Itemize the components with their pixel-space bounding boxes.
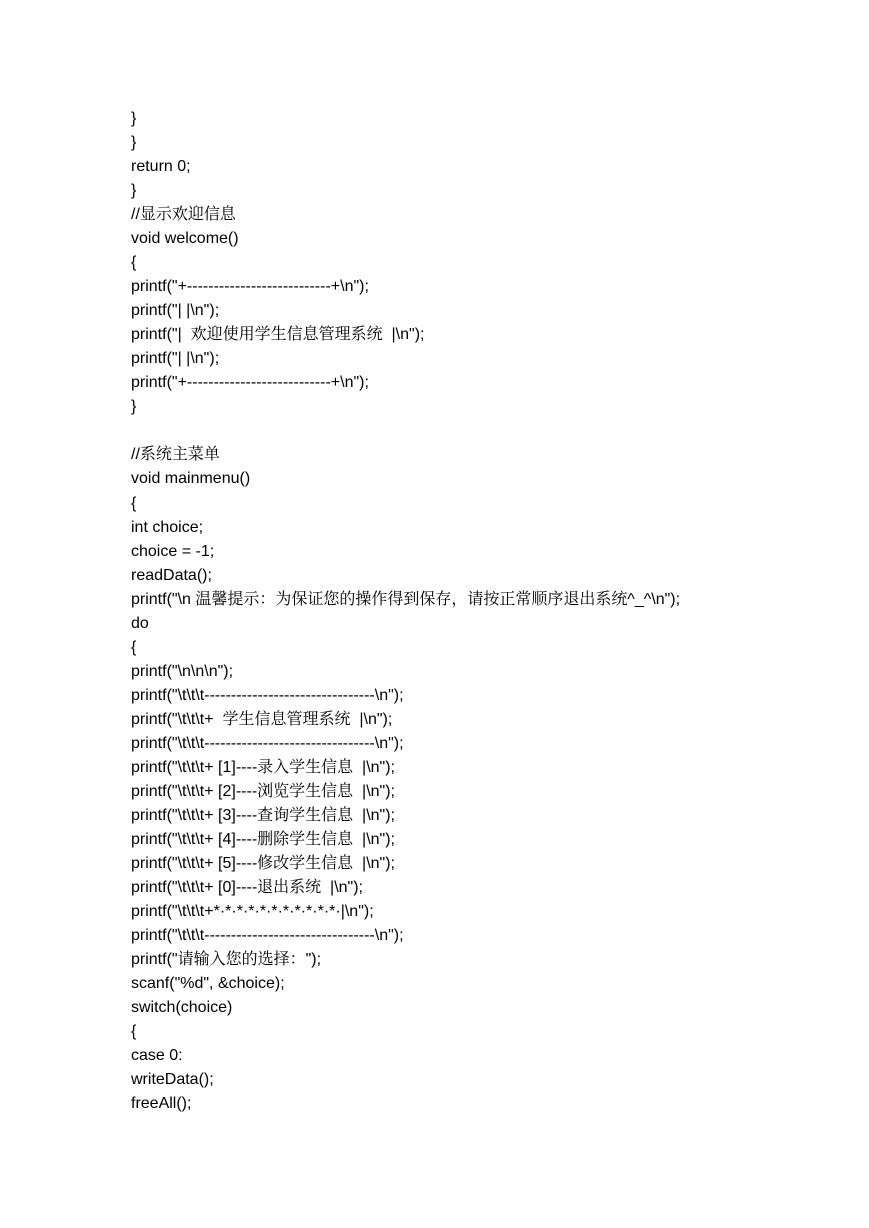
- code-line: }: [131, 110, 137, 127]
- code-line: printf("\t\t\t+ [0]----退出系统 |\n");: [131, 879, 363, 896]
- code-line: void mainmenu(): [131, 470, 251, 488]
- code-line: //显示欢迎信息: [131, 206, 236, 224]
- code-line: {: [131, 638, 137, 656]
- code-line: do: [131, 614, 149, 632]
- code-line: printf("+---------------------------+\n");: [131, 374, 369, 392]
- code-line: scanf("%d", &choice);: [131, 975, 285, 993]
- code-line: {: [131, 254, 137, 272]
- code-listing: [131, 107, 680, 1116]
- code-line: printf("\n\n\n");: [131, 662, 234, 680]
- code-line: printf("\t\t\t+ 学生信息管理系统 |\n");: [131, 710, 393, 728]
- code-line: printf("+---------------------------+\n");: [131, 278, 369, 296]
- code-line: return 0;: [131, 158, 191, 176]
- code-line: //系统主菜单: [131, 446, 220, 464]
- code-line: case 0:: [131, 1047, 183, 1065]
- code-line: printf("\t\t\t+ [4]----删除学生信息 |\n");: [131, 830, 395, 848]
- code-line: readData();: [131, 566, 212, 584]
- code-line: {: [131, 1023, 137, 1041]
- code-line: printf("\t\t\t--------------------------------\n");: [131, 686, 404, 704]
- code-line: }: [131, 398, 137, 416]
- code-line: [131, 419, 680, 443]
- code-line: printf("\n 温馨提示：为保证您的操作得到保存，请按正常顺序退出系统^_^\n");: [131, 590, 681, 608]
- code-line: printf("| |\n");: [131, 350, 220, 368]
- code-line: printf("\t\t\t+ [3]----查询学生信息 |\n");: [131, 806, 395, 824]
- code-line: choice = -1;: [131, 542, 215, 560]
- code-line: printf("\t\t\t--------------------------------\n");: [131, 734, 404, 752]
- code-line: int choice;: [131, 518, 204, 536]
- code-line: printf("| 欢迎使用学生信息管理系统 |\n");: [131, 326, 425, 344]
- code-line: printf("\t\t\t--------------------------------\n");: [131, 927, 404, 945]
- code-line: printf("请输入您的选择：");: [131, 951, 322, 969]
- code-line: printf("| |\n");: [131, 302, 220, 320]
- code-line: printf("\t\t\t+ [2]----浏览学生信息 |\n");: [131, 782, 395, 800]
- code-line: }: [131, 182, 137, 200]
- code-line: switch(choice): [131, 999, 233, 1017]
- code-line: printf("\t\t\t+ [5]----修改学生信息 |\n");: [131, 854, 395, 872]
- code-line: printf("\t\t\t+*·*·*·*·*·*·*·*·*·*·*·|\n");: [131, 903, 374, 921]
- code-line: writeData();: [131, 1071, 214, 1089]
- code-line: {: [131, 494, 137, 512]
- code-line: printf("\t\t\t+ [1]----录入学生信息 |\n");: [131, 758, 395, 776]
- code-line: void welcome(): [131, 230, 239, 248]
- code-line: freeAll();: [131, 1095, 192, 1113]
- code-line: }: [131, 134, 137, 152]
